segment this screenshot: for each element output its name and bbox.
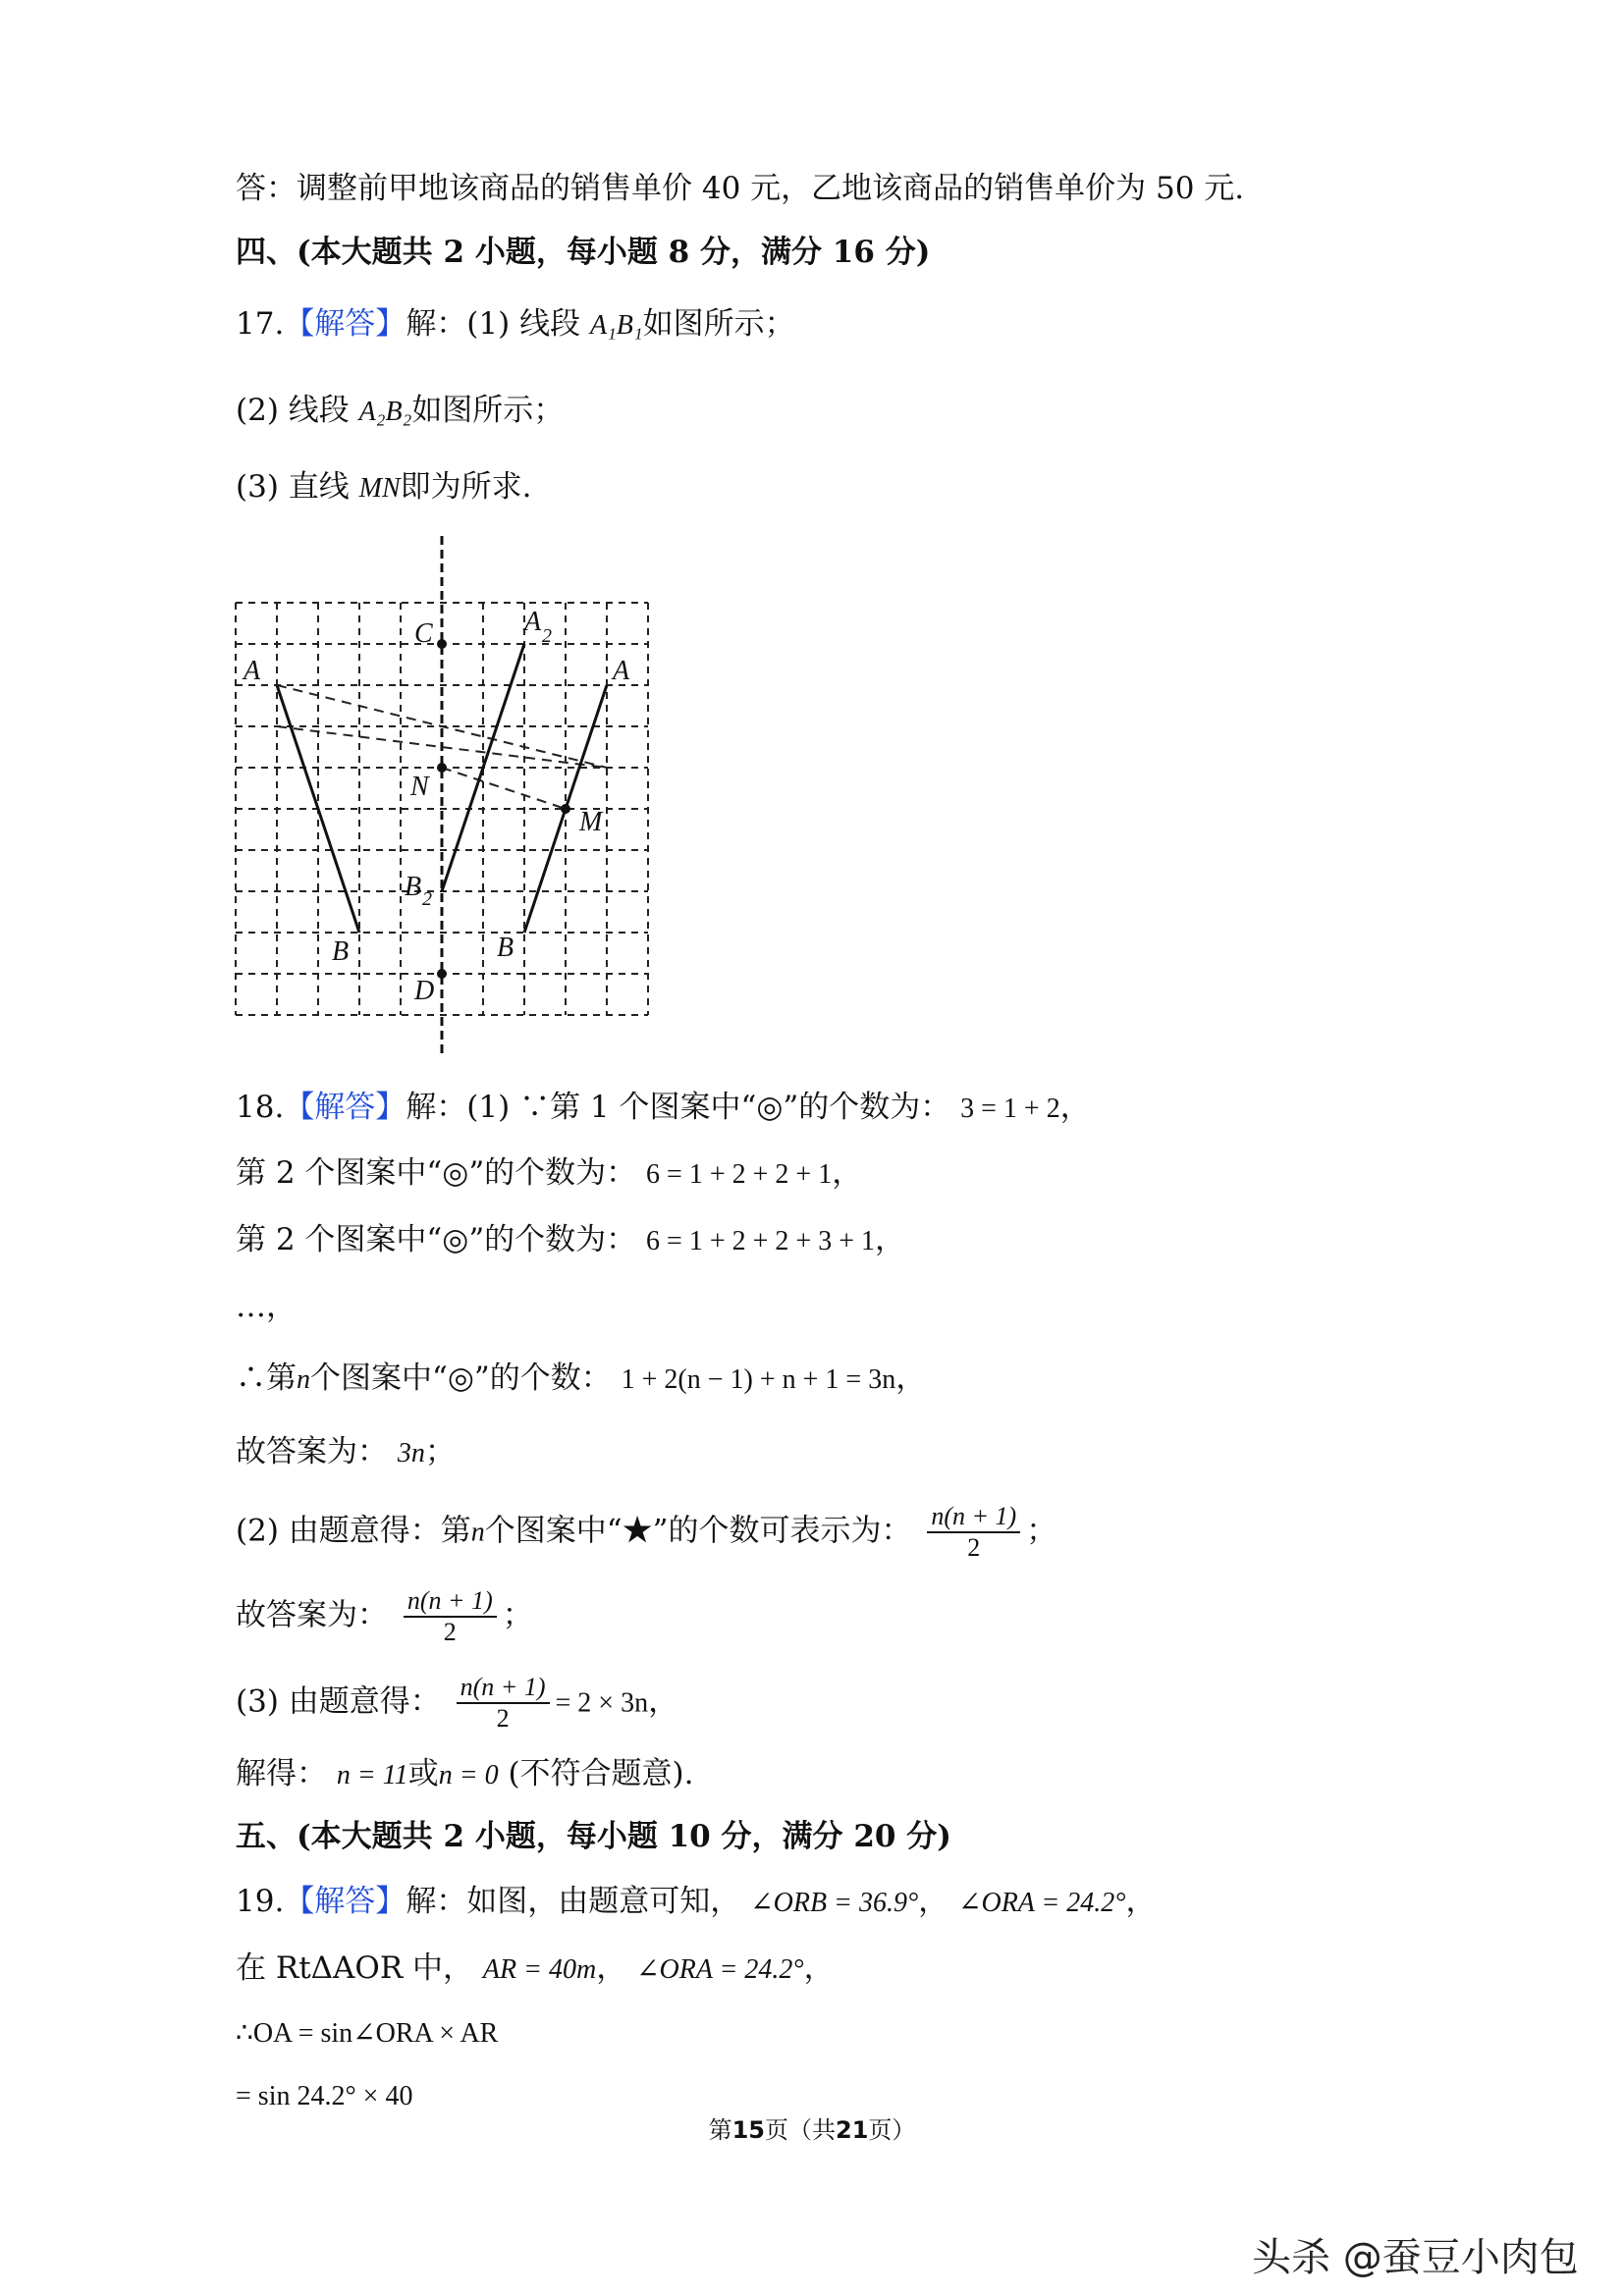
footer-page-number: 15 — [731, 2116, 765, 2144]
label-a2-subscript: 2 — [542, 625, 552, 647]
q17-part2-end: 如图所示； — [411, 393, 565, 428]
q18-line8-text: 故答案为： — [236, 1597, 388, 1633]
q19-line1-end: ， — [1125, 1884, 1157, 1919]
q17-part1-text: 解：(1) 线段 — [406, 306, 581, 342]
q19-angle-ora: ∠ORA = 24.2° — [958, 1888, 1126, 1918]
point-d — [437, 969, 447, 979]
q18-line10-text: 解得： — [236, 1756, 327, 1791]
watermark: 头杀 @蚕豆小肉包 — [1252, 2235, 1579, 2280]
label-c: C — [414, 618, 433, 649]
q17-segment-a2b2: A₂B₂ — [358, 397, 412, 427]
q19-line1-text: 解：如图，由题意可知， — [406, 1884, 741, 1919]
q18-line1 — [236, 1088, 1091, 1129]
q19-line2-text: 在 RtΔAOR 中， — [236, 1950, 474, 1986]
q18-line5-math: 1 + 2(n − 1) + n + 1 = 3n — [621, 1364, 896, 1395]
footer-total-pages: 21 — [836, 2116, 869, 2144]
q18-line7-pre: (2) 由题意得：第 — [236, 1513, 471, 1549]
q18-line7-fraction — [927, 1502, 1020, 1563]
page-footer — [0, 2110, 1624, 2145]
q18-line9-fraction — [457, 1673, 550, 1734]
q18-line1-math: 3 = 1 + 2 — [960, 1094, 1060, 1124]
q18-line2-math: 6 = 1 + 2 + 2 + 1 — [646, 1159, 833, 1190]
fraction-denominator: 2 — [967, 1533, 981, 1562]
q18-line6-math: 3n — [397, 1438, 425, 1468]
q18-line1-end: ， — [1059, 1090, 1091, 1125]
point-n — [437, 763, 447, 773]
q19-line2-end: ， — [803, 1950, 835, 1986]
q18-line10-end: (不符合题意). — [508, 1756, 694, 1791]
q18-number: 18. — [236, 1090, 285, 1125]
q18-line10-math2: n = 0 — [438, 1760, 499, 1790]
q19-line2-math1: AR = 40m — [482, 1954, 597, 1985]
q19-line3-math: ∴OA = sin∠ORA × AR — [236, 2018, 499, 2049]
q18-line1-text: 解：(1) ∵第 1 个图案中“◎”的个数为： — [406, 1090, 951, 1125]
q18-line4: …， — [236, 1289, 297, 1324]
q19-line2-sep: ， — [596, 1950, 627, 1986]
fraction-numerator: n(n + 1) — [927, 1502, 1020, 1533]
q18-line6-text: 故答案为： — [236, 1434, 388, 1469]
q17-segment-a1b1: A₁B₁ — [589, 310, 643, 341]
fraction-numerator: n(n + 1) — [457, 1673, 550, 1704]
point-c — [437, 639, 447, 649]
q19-line3 — [236, 2012, 498, 2054]
label-a1: A — [244, 656, 261, 686]
footer-mid: 页（共 — [765, 2116, 836, 2144]
q17-line-mn: MN — [358, 473, 401, 504]
q17-part3-text: (3) 直线 — [236, 469, 350, 505]
q19-line2 — [236, 1949, 835, 1990]
label-b: B — [497, 933, 514, 963]
label-b1: B — [332, 936, 350, 967]
section-5-heading: 五、(本大题共 2 小题，每小题 10 分，满分 20 分) — [236, 1819, 951, 1854]
q19-number: 19. — [236, 1884, 285, 1919]
q19-line4-math: = sin 24.2° × 40 — [236, 2081, 413, 2111]
q19-answer-tag: 【解答】 — [284, 1884, 406, 1919]
q18-line10-math1: n = 11 — [336, 1760, 408, 1790]
q18-line10 — [236, 1754, 694, 1795]
q18-line7-end: ； — [1026, 1513, 1057, 1549]
q19-angle-orb: ∠ORB = 36.9° — [750, 1888, 919, 1918]
point-m — [561, 804, 570, 814]
q18-line5-end: ， — [895, 1361, 927, 1396]
fraction-denominator: 2 — [496, 1704, 510, 1733]
q19-line2-math2: ∠ORA = 24.2° — [636, 1954, 804, 1985]
fraction-denominator: 2 — [443, 1618, 457, 1646]
q18-line7-text: 个图案中“★”的个数可表示为： — [484, 1513, 912, 1549]
q18-line5-pre: ∴第 — [236, 1361, 297, 1396]
q18-line2-text: 第 2 个图案中“◎”的个数为： — [236, 1155, 637, 1191]
q17-part3-end: 即为所求. — [400, 469, 532, 505]
footer-pre: 第 — [708, 2116, 732, 2144]
q18-line7-n: n — [470, 1517, 485, 1548]
q18-line6-end: ； — [424, 1434, 456, 1469]
q18-line10-or: 或 — [407, 1756, 439, 1791]
q18-line9-end: ， — [648, 1683, 679, 1720]
q18-line8 — [236, 1586, 533, 1647]
q19-line1 — [236, 1882, 1157, 1923]
q18-line5-n: n — [297, 1364, 310, 1395]
q18-line5-text: 个图案中“◎”的个数： — [310, 1361, 612, 1396]
q17-part2-text: (2) 线段 — [236, 393, 350, 428]
q18-line9-math: = 2 × 3n — [555, 1687, 649, 1719]
q18-line3-text: 第 2 个图案中“◎”的个数为： — [236, 1222, 637, 1257]
label-b2: B — [405, 872, 422, 902]
q18-line3-end: ， — [875, 1222, 906, 1257]
label-m: M — [579, 807, 603, 837]
section-4-heading: 四、(本大题共 2 小题，每小题 8 分，满分 16 分) — [236, 235, 931, 270]
answer-line: 答：调整前甲地该商品的销售单价 40 元，乙地该商品的销售单价为 50 元. — [236, 171, 1245, 206]
q17-number: 17. — [236, 306, 285, 342]
q17-answer-tag: 【解答】 — [284, 306, 406, 342]
label-n: N — [410, 772, 429, 802]
q18-line9-text: (3) 由题意得： — [236, 1683, 441, 1720]
geometry-grid-figure — [0, 0, 1624, 1080]
q19-line1-sep: ， — [918, 1884, 949, 1919]
q18-line5 — [236, 1359, 926, 1400]
label-b2-subscript: 2 — [422, 888, 432, 910]
q18-line3 — [236, 1220, 905, 1261]
label-a2: A — [524, 607, 542, 637]
q18-line6 — [236, 1432, 456, 1473]
fraction-numerator: n(n + 1) — [404, 1586, 497, 1618]
q18-line3-math: 6 = 1 + 2 + 2 + 3 + 1 — [646, 1226, 876, 1256]
q18-line7 — [236, 1502, 1056, 1563]
q18-line2 — [236, 1153, 862, 1195]
q18-line9 — [236, 1673, 678, 1734]
label-a: A — [613, 656, 630, 686]
q18-line8-end: ； — [502, 1597, 533, 1633]
q17-part1-end: 如图所示； — [642, 306, 795, 342]
q18-answer-tag: 【解答】 — [284, 1090, 406, 1125]
footer-post: 页） — [868, 2116, 916, 2144]
q18-line8-fraction — [404, 1586, 497, 1647]
label-d: D — [414, 976, 435, 1006]
q18-line2-end: ， — [832, 1155, 863, 1191]
